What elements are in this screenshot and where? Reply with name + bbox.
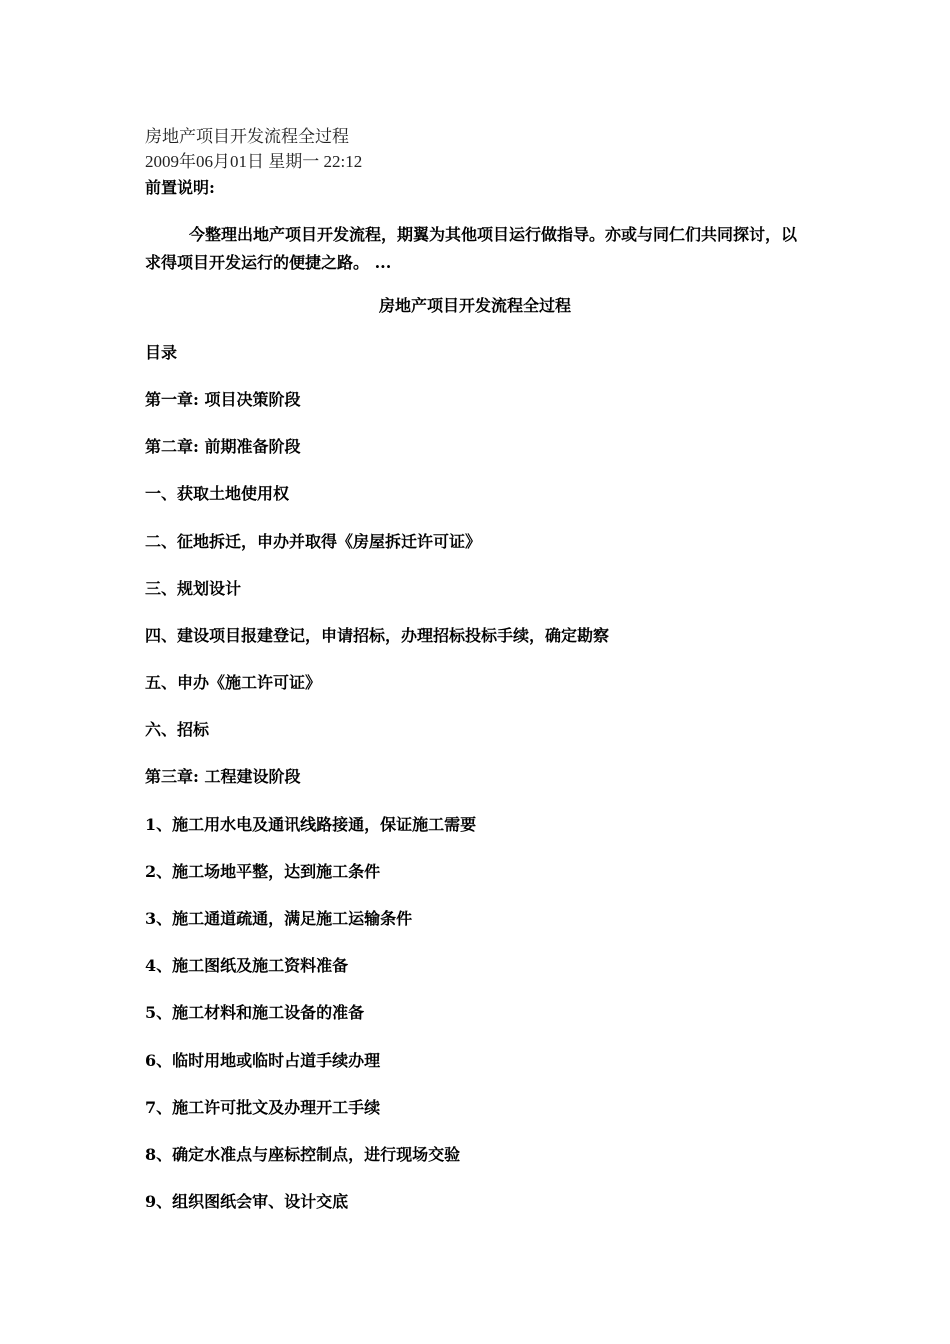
toc-item-step-5: 5、施工材料和施工设备的准备 [145, 1003, 365, 1022]
toc-item-step-8: 8、确定水准点与座标控制点，进行现场交验 [145, 1145, 461, 1164]
document-title: 房地产项目开发流程全过程 [378, 296, 571, 315]
toc-heading: 目录 [145, 343, 178, 362]
preface-label: 前置说明: [145, 178, 215, 197]
toc-item-section-4: 四、建设项目报建登记，申请招标，办理招标投标手续，确定勘察 [145, 626, 610, 645]
preface-text: 今整理出地产项目开发流程，期翼为其他项目运行做指导。亦或与同仁们共同探讨，以求得项目开发运行的便捷之路。 ... [145, 225, 798, 272]
toc-item-section-3: 三、规划设计 [145, 579, 242, 598]
toc-item-chapter-3: 第三章: 工程建设阶段 [145, 767, 301, 786]
toc-item-step-3: 3、施工通道疏通，满足施工运输条件 [145, 909, 413, 928]
toc-item-step-4: 4、施工图纸及施工资料准备 [145, 956, 349, 975]
toc-item-step-1: 1、施工用水电及通讯线路接通，保证施工需要 [145, 815, 477, 834]
toc-item-step-7: 7、施工许可批文及办理开工手续 [145, 1098, 381, 1117]
header-title: 房地产项目开发流程全过程 [145, 127, 349, 146]
toc-item-section-2: 二、征地拆迁，申办并取得《房屋拆迁许可证》 [145, 532, 482, 551]
header-timestamp: 2009年06月01日 星期一 22:12 [145, 152, 363, 171]
toc-item-chapter-2: 第二章: 前期准备阶段 [145, 437, 301, 456]
toc-item-step-9: 9、组织图纸会审、设计交底 [145, 1192, 349, 1211]
toc-item-step-6: 6、临时用地或临时占道手续办理 [145, 1051, 381, 1070]
toc-item-chapter-1: 第一章: 项目决策阶段 [145, 390, 301, 409]
toc-item-section-6: 六、招标 [145, 720, 210, 739]
toc-item-step-2: 2、施工场地平整，达到施工条件 [145, 862, 381, 881]
toc-item-section-1: 一、获取土地使用权 [145, 484, 290, 503]
toc-item-section-5: 五、申办《施工许可证》 [145, 673, 322, 692]
